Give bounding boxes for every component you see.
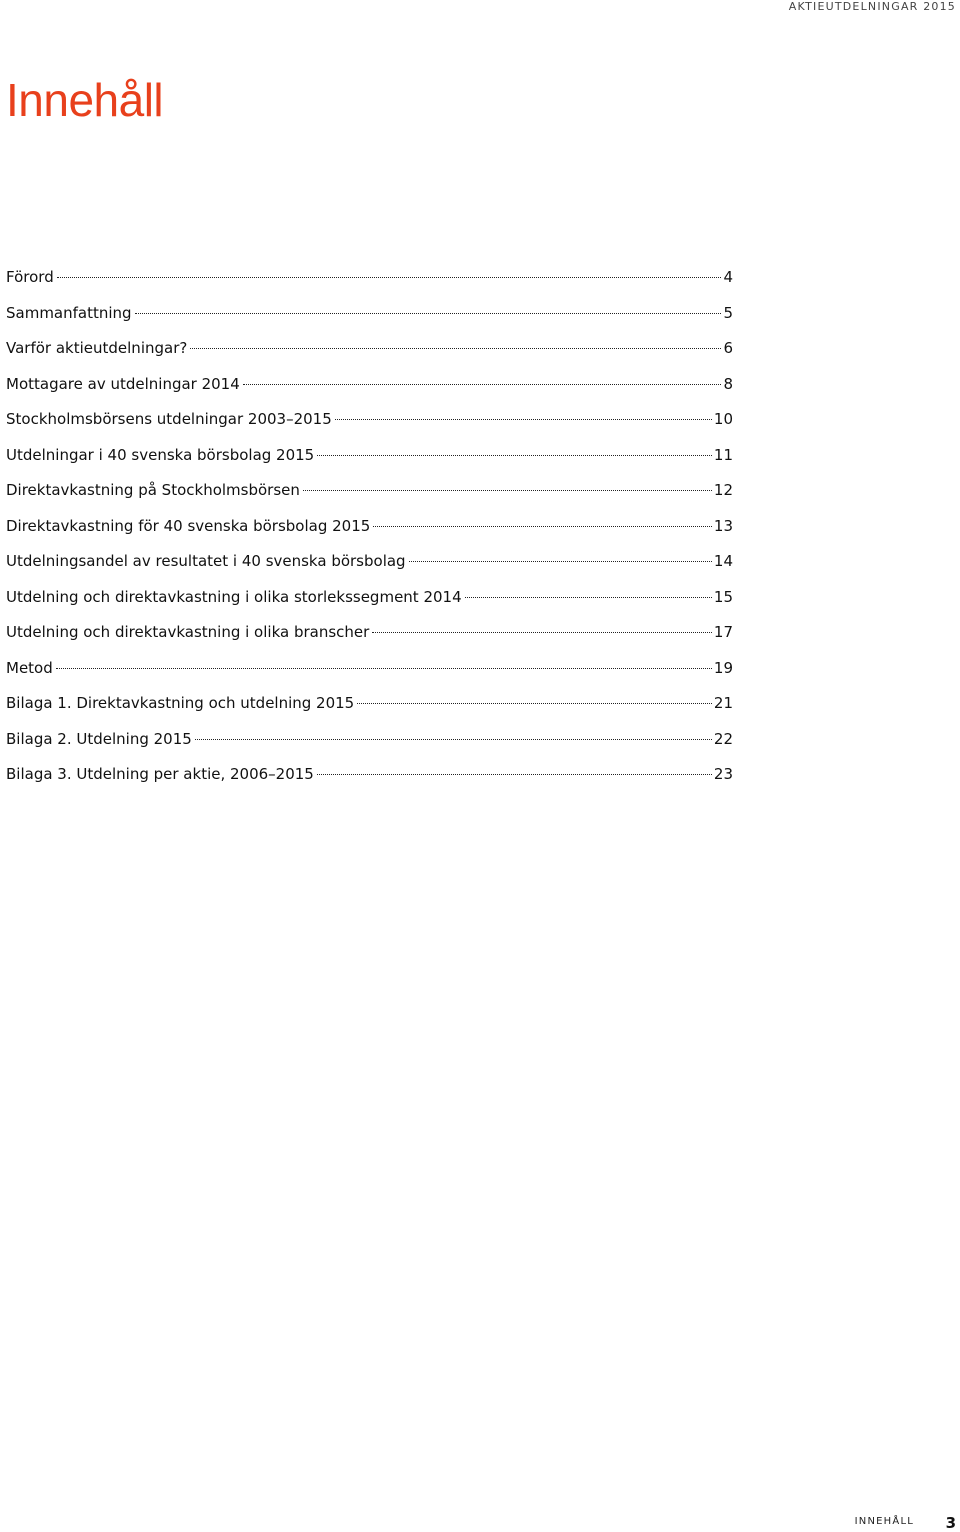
toc-entry-title: Utdelningsandel av resultatet i 40 svenska börsbolag	[6, 552, 406, 570]
toc-dot-leader	[465, 597, 712, 598]
toc-entry[interactable]	[6, 296, 733, 332]
toc-entry-title: Direktavkastning på Stockholmsbörsen	[6, 481, 300, 499]
running-header: AKTIEUTDELNINGAR 2015	[788, 0, 956, 13]
toc-entry[interactable]	[6, 544, 733, 580]
toc-entry-page: 5	[723, 303, 733, 322]
toc-entry-title: Bilaga 2. Utdelning 2015	[6, 729, 192, 748]
footer-page-number: 3	[945, 1514, 956, 1532]
toc-entry-page: 14	[713, 552, 733, 570]
toc-entry-page: 19	[713, 658, 733, 677]
toc-entry-title: Varför aktieutdelningar?	[6, 339, 188, 357]
toc-entry-title: Direktavkastning för 40 svenska börsbolag 2015	[6, 516, 371, 535]
toc-entry-page: 10	[713, 410, 733, 428]
toc-dot-leader	[190, 348, 721, 349]
toc-dot-leader	[195, 739, 712, 740]
toc-entry[interactable]	[6, 651, 733, 687]
toc-entry-title: Utdelning och direktavkastning i olika branscher	[6, 623, 370, 641]
toc-dot-leader	[303, 490, 712, 491]
toc-entry-page: 15	[713, 587, 733, 606]
toc-dot-leader	[373, 526, 712, 527]
toc-dot-leader	[335, 419, 712, 420]
toc-entry-title: Utdelningar i 40 svenska börsbolag 2015	[6, 445, 315, 464]
footer-section-label: INNEHÅLL	[854, 1516, 914, 1527]
toc-entry-page: 17	[713, 623, 733, 641]
toc-dot-leader	[357, 703, 712, 704]
toc-entry-page: 8	[723, 374, 733, 393]
toc-entry[interactable]	[6, 473, 733, 509]
toc-entry[interactable]	[6, 402, 733, 438]
toc-entry-page: 22	[713, 729, 733, 748]
toc-entry-title: Förord	[6, 268, 54, 286]
toc-entry-page: 13	[713, 516, 733, 535]
toc-entry[interactable]	[6, 757, 733, 793]
toc-entry-page: 6	[723, 339, 733, 357]
toc-entry[interactable]	[6, 260, 733, 296]
toc-entry[interactable]	[6, 580, 733, 616]
toc-entry[interactable]	[6, 722, 733, 758]
toc-entry-title: Mottagare av utdelningar 2014	[6, 374, 240, 393]
toc-entry-title: Metod	[6, 658, 53, 677]
toc-entry-title: Bilaga 1. Direktavkastning och utdelning 2015	[6, 694, 355, 712]
toc-entry[interactable]	[6, 686, 733, 722]
toc-entry-page: 21	[713, 694, 733, 712]
toc-dot-leader	[243, 384, 722, 385]
toc-entry[interactable]	[6, 367, 733, 403]
toc-entry-title: Utdelning och direktavkastning i olika storlekssegment 2014	[6, 587, 462, 606]
toc-dot-leader	[135, 313, 722, 314]
table-of-contents	[6, 260, 733, 793]
toc-entry[interactable]	[6, 615, 733, 651]
toc-entry-title: Sammanfattning	[6, 303, 132, 322]
page-title: Innehåll	[6, 74, 164, 126]
toc-dot-leader	[317, 455, 712, 456]
toc-dot-leader	[409, 561, 712, 562]
toc-entry[interactable]	[6, 331, 733, 367]
toc-entry-page: 23	[713, 765, 733, 783]
toc-dot-leader	[56, 668, 712, 669]
toc-entry-page: 12	[713, 481, 733, 499]
toc-dot-leader	[57, 277, 722, 278]
toc-dot-leader	[372, 632, 712, 633]
toc-entry-page: 11	[713, 445, 733, 464]
toc-entry[interactable]	[6, 509, 733, 545]
toc-entry[interactable]	[6, 438, 733, 474]
toc-dot-leader	[317, 774, 712, 775]
toc-entry-title: Bilaga 3. Utdelning per aktie, 2006–2015	[6, 765, 314, 783]
toc-entry-page: 4	[723, 268, 733, 286]
toc-entry-title: Stockholmsbörsens utdelningar 2003–2015	[6, 410, 332, 428]
